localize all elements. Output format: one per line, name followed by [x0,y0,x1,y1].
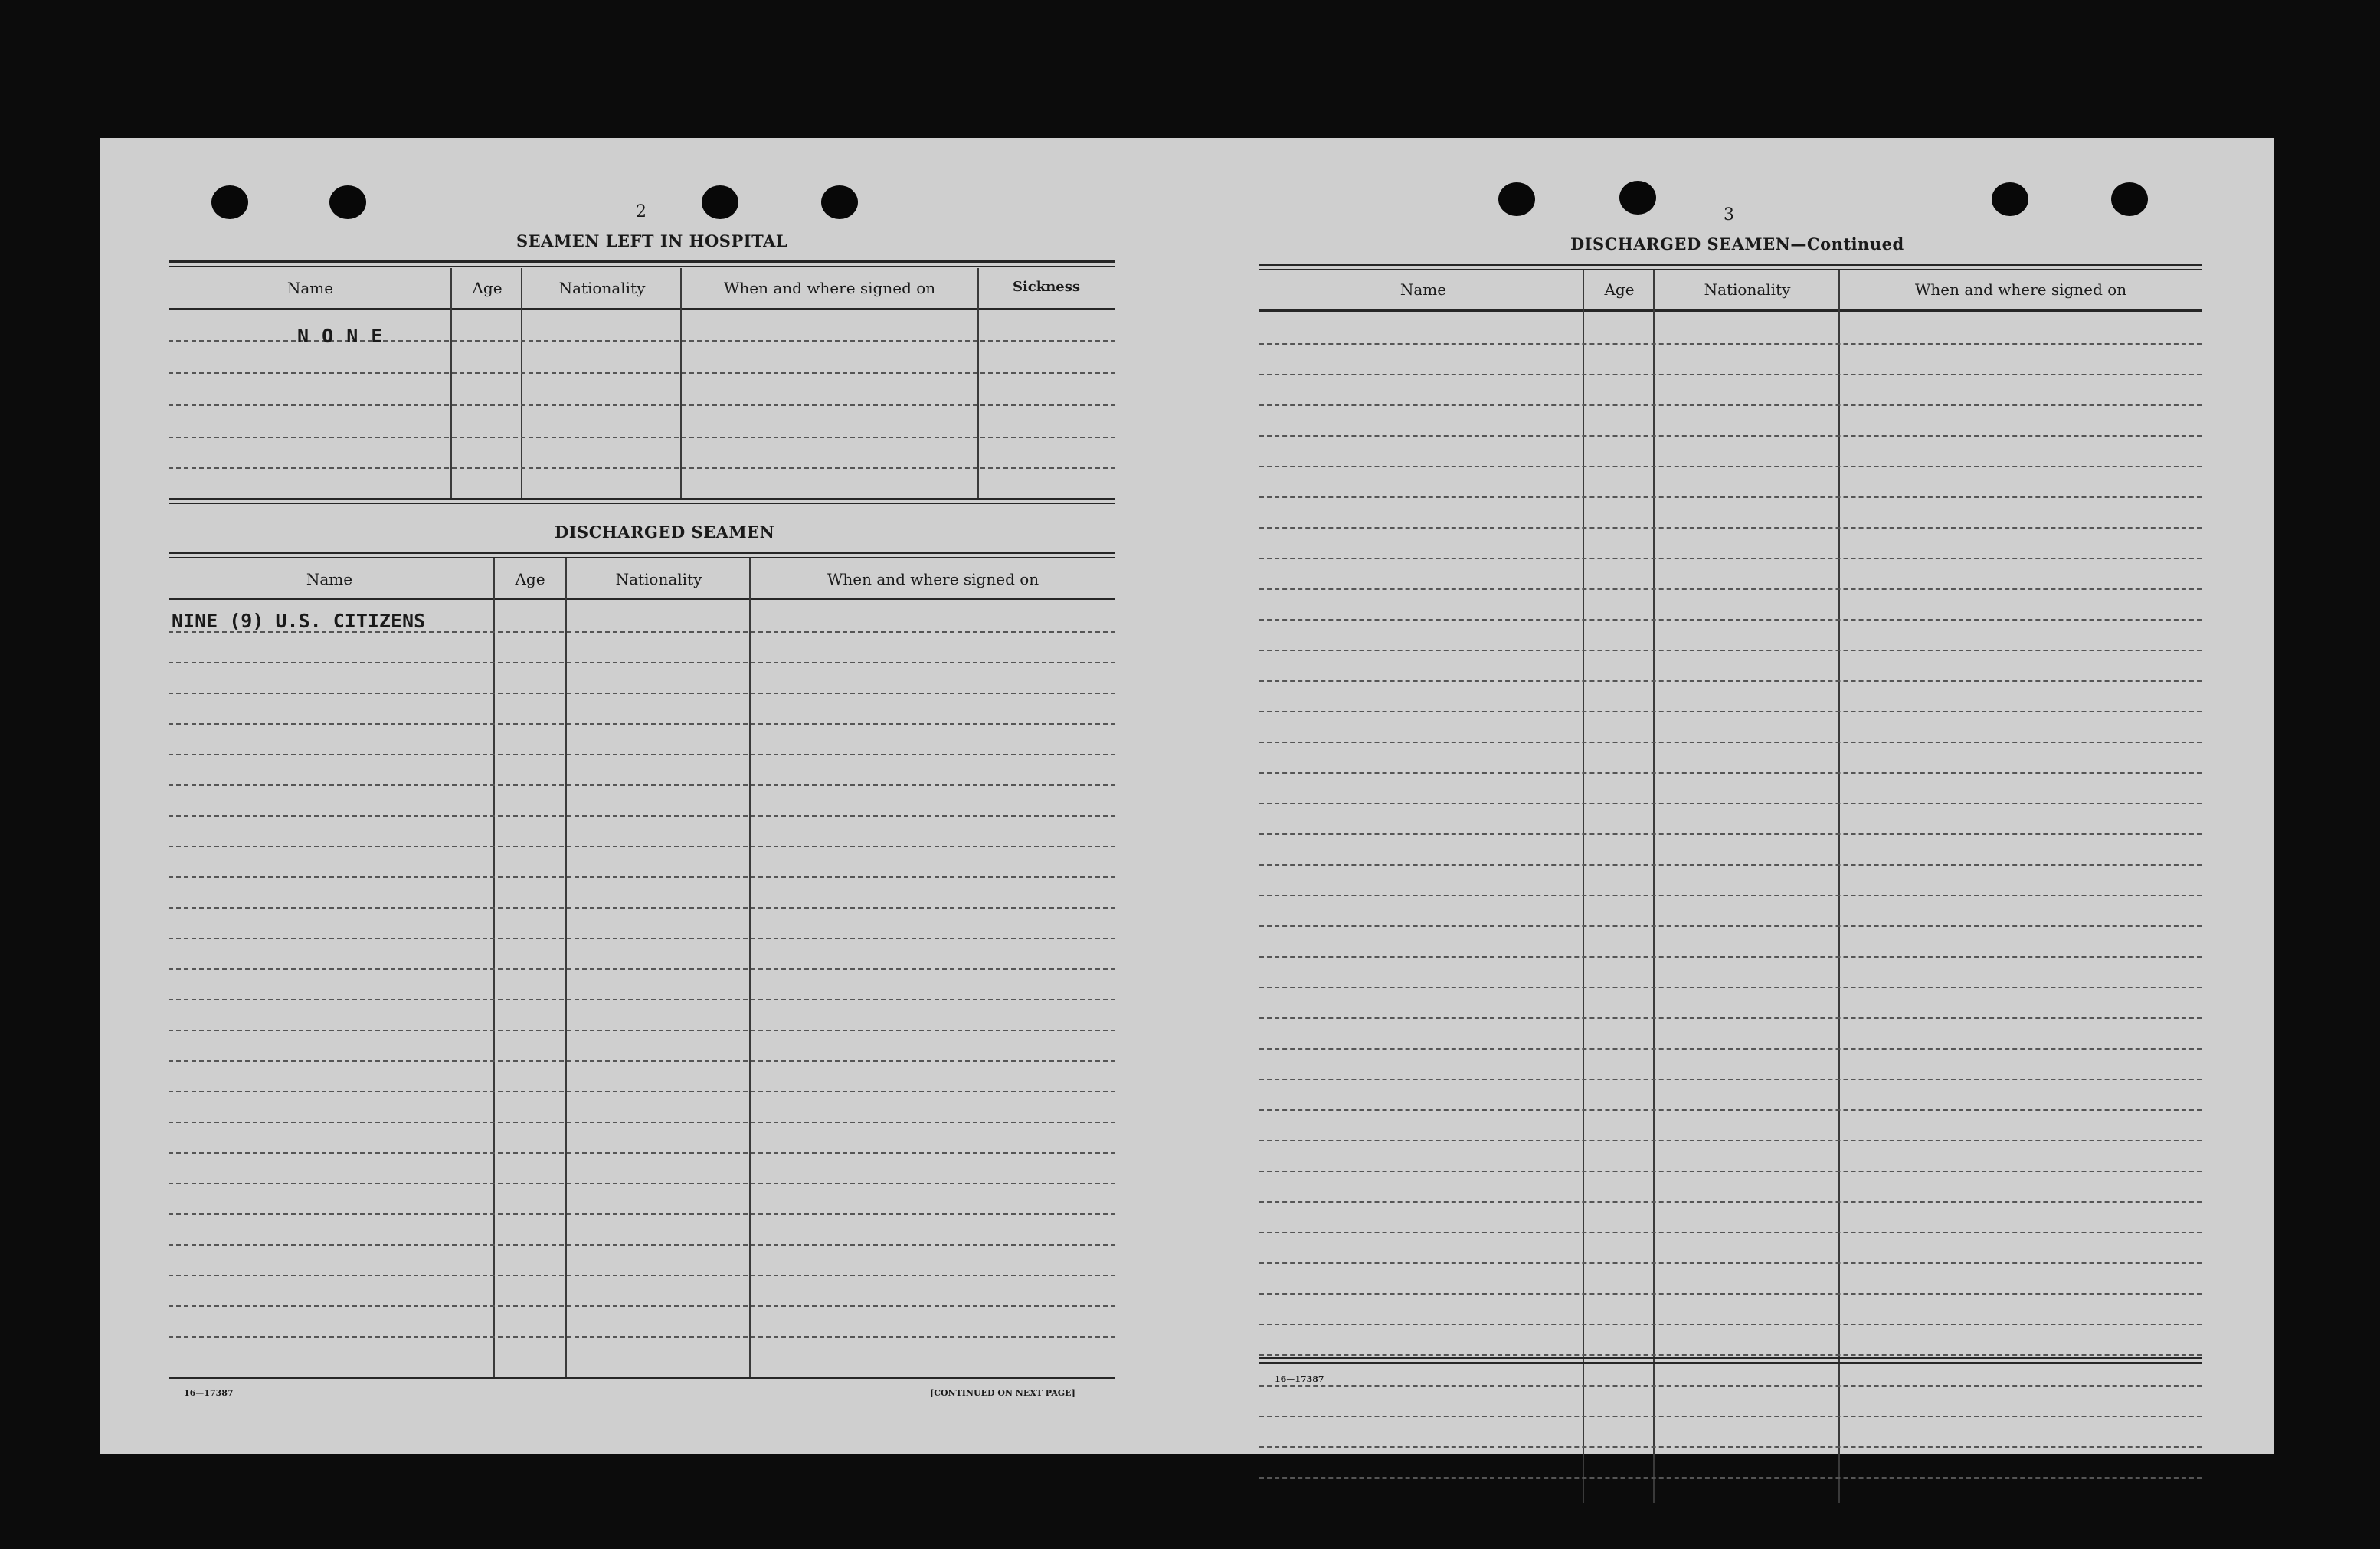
page-number-right: 3 [1724,205,1734,224]
punch-hole-icon [1498,182,1535,216]
column-header-when-where: When and where signed on [723,279,936,297]
discharged-continued-title-main: DISCHARGED SEAMEN [1570,234,1791,254]
continued-bottom-rule [1259,1357,2202,1359]
hospital-section-title: SEAMEN LEFT IN HOSPITAL [516,231,788,251]
column-header-age: Age [472,279,503,297]
column-header-age: Age [515,570,545,588]
form-number-right: 16—17387 [1275,1374,1324,1384]
continued-note: [CONTINUED ON NEXT PAGE] [930,1388,1075,1398]
page-number-left: 2 [636,202,647,221]
discharged-section-title: DISCHARGED SEAMEN [555,522,775,542]
hospital-top-rule [169,260,1115,263]
column-header-nationality: Nationality [558,279,646,297]
discharged-header-rule [169,598,1115,600]
punch-hole-icon [821,185,858,219]
column-header-nationality: Nationality [615,570,702,588]
punch-hole-icon [1619,181,1656,215]
column-header-nationality: Nationality [1704,280,1791,299]
discharged-entry: NINE (9) U.S. CITIZENS [172,610,426,632]
punch-hole-icon [2111,182,2148,216]
form-number-left: 16—17387 [184,1388,234,1398]
punch-hole-icon [702,185,738,219]
column-header-name: Name [286,279,334,297]
discharged-continued-title [1570,234,1904,254]
hospital-entry-none: N O N E [297,325,384,347]
discharged-continued-title-sub: —Continued [1790,234,1904,254]
column-header-name: Name [1400,280,1447,299]
column-header-when-where: When and where signed on [827,570,1039,588]
hospital-header-rule [169,308,1115,310]
column-header-name: Name [306,570,353,588]
punch-hole-icon [329,185,366,219]
column-header-when-where: When and where signed on [1914,280,2127,299]
punch-hole-icon [211,185,248,219]
column-header-sickness: Sickness [1012,279,1081,295]
column-header-age: Age [1604,280,1635,299]
punch-hole-icon [1992,182,2028,216]
document-sheet [100,138,2274,1454]
continued-header-rule [1259,309,2202,312]
